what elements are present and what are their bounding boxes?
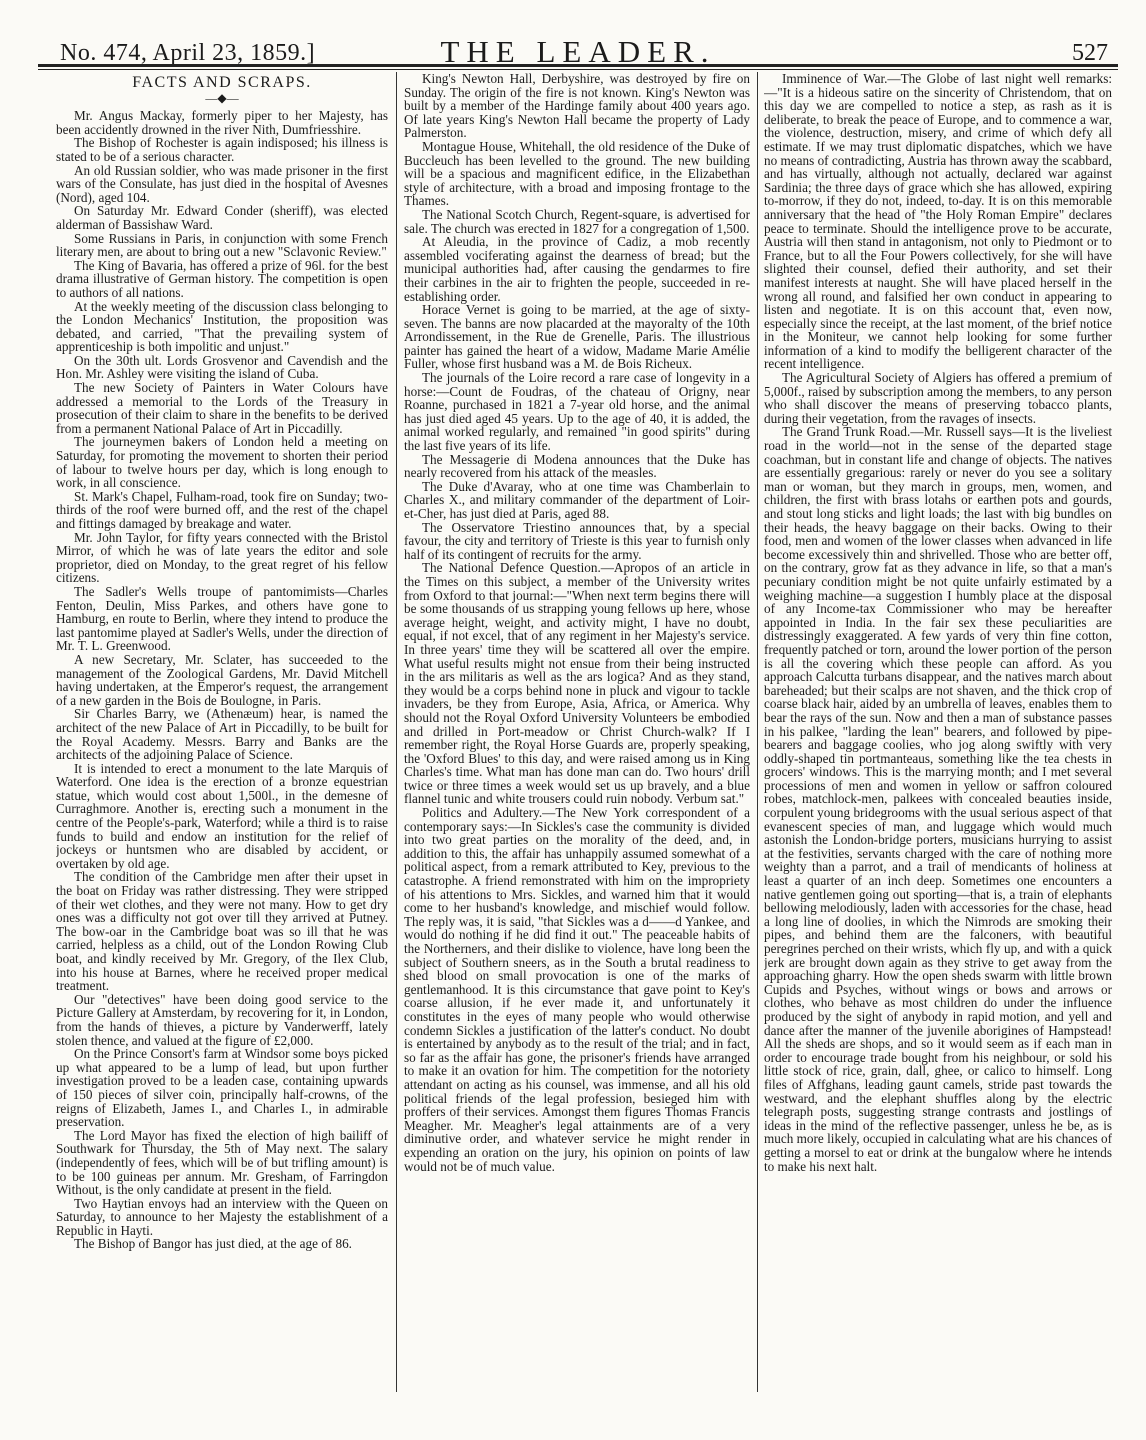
paragraph: Sir Charles Barry, we (Athenæum) hear, is named the architect of the new Palace of Art in Piccadilly, to be built for the Royal Academy. Messrs. Barry and Banks are the architects of the adjoining Palace of Science. (56, 706, 388, 763)
paragraph: Two Haytian envoys had an interview with the Queen on Saturday, to announce to her Majesty the establishment of a Republic in Hayti. (56, 1195, 388, 1238)
paragraph: An old Russian soldier, who was made prisoner in the first wars of the Consulate, has just died in the hospital of Avesnes (Nord), aged 104. (56, 162, 388, 205)
header-thin-rule (38, 69, 1118, 70)
paragraph: Imminence of War.—The Globe of last night well remarks:—"It is a hideous satire on the sincerity of Christendom, that on this day we are compelled to notice a step, as rash as it is deliberate, to break the peace of Europe, and to commence a war, the violence, destruction, misery, and crime of which defy all estimate. If we may trust diplomatic dispatches, which we have no means of contradicting, Austria has thrown away the scabbard, and has virtually, although not actually, declared war against Sardinia; the three days of grace which she has allowed, expiring to-morrow, if they do not, indeed, to-day. It is on this memorable anniversary that the head of "the Holy Roman Empire" declares peace to terminate. Should the intelligence prove to be accurate, Austria will then stand in antagonism, not only to Piedmont or to France, but to all the Four Powers collectively, for she will have slighted their counsel, defied their authority, and set their manifest interests at naught. She will have placed herself in the wrong all round, and falsified her own conduct in appearing to listen and negotiate. It is on this account that, even now, especially since the receipt, at the last moment, of the brief notice in the Moniteur, we cannot help looking for some further information of a kind to modify the belligerent character of the recent intelligence. (764, 72, 1112, 372)
paragraph: The Bishop of Bangor has just died, at the age of 86. (74, 1236, 352, 1252)
paragraph: Some Russians in Paris, in conjunction with some French literary men, are about to bring out a new "Sclavonic Review." (56, 230, 388, 260)
paragraph: The Sadler's Wells troupe of pantomimists—Charles Fenton, Deulin, Miss Parkes, and others have gone to Hamburg, en route to Berlin, where they intend to produce the last pantomime played at Sadler's Wells, under the direction of Mr. T. L. Greenwood. (56, 583, 388, 654)
paragraph: At the weekly meeting of the discussion class belonging to the London Mechanics' Institution, the proposition was debated, and carried, "That the prevailing system of apprenticeship is both impolitic and unjust." (56, 298, 388, 355)
paragraph: The Lord Mayor has fixed the election of high bailiff of Southwark for Thursday, the 5th of May next. The salary (independently of fees, which will be of but trifling amount) is to be 100 guineas per annum. Mr. Gresham, of Farringdon Without, is the only candidate at present in the field. (56, 1127, 388, 1198)
paragraph: Mr. Angus Mackay, formerly piper to her Majesty, has been accidently drowned in the river Nith, Dumfriesshire. (56, 108, 388, 137)
paragraph: The new Society of Painters in Water Colours have addressed a memorial to the Lords of the Treasury in prosecution of their claim to share in the benefits to be derived from a permanent National Palace of Art in Piccadilly. (56, 380, 388, 436)
column-divider (396, 72, 397, 1392)
header-thick-rule (38, 64, 1118, 67)
paragraph: On Saturday Mr. Edward Conder (sheriff), was elected alderman of Bassishaw Ward. (56, 203, 388, 232)
column-divider (757, 72, 758, 1392)
paragraph: At Aleudia, in the province of Cadiz, a mob recently assembled vociferating against the dearness of bread; but the municipal authorities had, after causing the gendarmes to fire their carbines in the air to frighten the people, succeeded in re-establishing order. (404, 234, 750, 304)
page-number: 527 (1072, 40, 1108, 66)
paragraph: The journals of the Loire record a rare case of longevity in a horse:—Count de Foudras, of the chateau of Origny, near Roanne, purchased in 1821 a 7-year old horse, and the animal has just died aged 45 years. Up to the age of 40, it is added, the animal worked regularly, and remained "in good spirits" during the last five years of its life. (404, 370, 750, 454)
publication-title: THE LEADER. (440, 34, 716, 69)
column-left (56, 72, 388, 1412)
section-title: FACTS AND SCRAPS. (132, 74, 312, 91)
issue-number: No. 474, April 23, 1859.] (60, 40, 316, 66)
paragraph: It is intended to erect a monument to the late Marquis of Waterford. One idea is the erection of a bronze equestrian statue, which would cost about 1,500l., in the demesne of Curraghmore. Another is, erecting such a monument in the centre of the People's-park, Waterford; while a third is to raise funds to build and endow an institution for the relief of jockeys or huntsmen who are disabled by accident, or overtaken by old age. (56, 760, 388, 871)
paragraph: The King of Bavaria, has offered a prize of 96l. for the best drama illustrative of German history. The competition is open to authors of all nations. (56, 257, 388, 300)
paragraph: On the Prince Consort's farm at Windsor some boys picked up what appeared to be a lump of lead, but upon further investigation proved to be a leaden case, containing upwards of 150 pieces of silver coin, principally half-crowns, of the reigns of Elizabeth, James I., and Charles I., in admirable preservation. (56, 1046, 388, 1130)
paragraph: The journeymen bakers of London held a meeting on Saturday, for promoting the movement to shorten their period of labour to twelve hours per day, which is long enough to work, in all conscience. (56, 434, 388, 491)
paragraph: Horace Vernet is going to be married, at the age of sixty-seven. The banns are now placarded at the mayoralty of the 10th Arrondissement, in the Rue de Grenelle, Paris. The illustrious painter has gained the heart of a widow, Madame Marie Amélie Fuller, whose first husband was a M. de Bois Richeux. (404, 302, 750, 372)
paragraph: The Messagerie di Modena announces that the Duke has nearly recovered from his attack of the measles. (404, 451, 750, 481)
paragraph: St. Mark's Chapel, Fulham-road, took fire on Sunday; two-thirds of the roof were burned off, and the rest of the chapel and fittings damaged by breakage and water. (56, 488, 388, 531)
paragraph: The Bishop of Rochester is again indisposed; his illness is stated to be of a serious character. (56, 135, 388, 164)
paragraph: Our "detectives" have been doing good service to the Picture Gallery at Amsterdam, by recovering for it, in London, from the hands of thieves, a picture by Vanderwerff, lately stolen thence, and valued at the figure of £2,000. (56, 991, 388, 1048)
paragraph: Politics and Adultery.—The New York correspondent of a contemporary says:—In Sickles's case the community is divided into two great parties on the morality of the deed, and, in addition to this, the affair has unhappily assumed somewhat of a political aspect, from a remark attributed to Key, previous to the catastrophe. A friend remonstrated with him on the impropriety of his attentions to Mrs. Sickles, and warned him that it would come to her husband's knowledge, and mischief would follow. The reply was, it is said, "that Sickles was a d——d Yankee, and would do nothing if he did find it out." The peaceable habits of the Northerners, and their dislike to violence, have long been the subject of Southern sneers, as in the South a brutal readiness to shed blood on small provocation is one of the marks of gentlemanhood. It is this circumstance that gave point to Key's coarse allusion, if he ever made it, and unfortunately it constitutes in the eyes of many people who would otherwise condemn Sickles a justification of the latter's conduct. No doubt is entertained by anybody as to the result of the trial; and in fact, so far as the affair has gone, the prisoner's friends have arranged to make it an ovation for him. The competition for the notoriety attendant on acting as his counsel, was immense, and all his old political friends of the legal profession, besieged him with proffers of their services. Amongst them figures Thomas Francis Meagher. Mr. Meagher's legal attainments are of a very diminutive order, and whatever service he might render in expending an oration on the jury, his opinion on points of law would not be of much value. (404, 805, 750, 1174)
paragraph: The Osservatore Triestino announces that, by a special favour, the city and territory of Trieste is this year to furnish only half of its contingent of recruits for the army. (404, 519, 750, 562)
paragraph: The Agricultural Society of Algiers has offered a premium of 5,000f., raised by subscription among the members, to any person who shall discover the means of preserving tobacco plants, during their vegetation, from the ravages of insects. (764, 370, 1112, 426)
paragraph: The Duke d'Avaray, who at one time was Chamberlain to Charles X., and military commander of the department of Loir-et-Cher, has just died at Paris, aged 88. (404, 478, 750, 521)
paragraph: On the 30th ult. Lords Grosvenor and Cavendish and the Hon. Mr. Ashley were visiting the island of Cuba. (56, 352, 388, 382)
paragraph: King's Newton Hall, Derbyshire, was destroyed by fire on Sunday. The origin of the fire is not known. King's Newton was built by a member of the Hardinge family about 400 years ago. Of late years King's Newton Hall became the property of Lady Palmerston. (404, 72, 750, 141)
paragraph: The National Scotch Church, Regent-square, is advertised for sale. The church was erected in 1827 for a congregation of 1,500. (404, 206, 750, 236)
column-right (764, 72, 1112, 1412)
paragraph: The condition of the Cambridge men after their upset in the boat on Friday was rather distressing. They were stripped of their wet clothes, and they were not many. How to get dry ones was a difficulty not got over till they arrived at Putney. The bow-oar in the Cambridge boat was so ill that he was carried, helpless as a child, out of the London Rowing Club boat, and kindly received by Mr. Gregory, of the Ilex Club, into his house at Barnes, where he received proper medical treatment. (56, 869, 388, 994)
paragraph: The Grand Trunk Road.—Mr. Russell says—It is the liveliest road in the world—not in the sense of the departed stage coachman, but in constant life and change of objects. The natives are essentially gregarious: rarely or never do you see a solitary man or woman, but they march in groups, men, women, and children, the first with brass lotahs or earthen pots and gourds, and stout long sticks and light loads; the last with big bundles on their heads, the heavy baggage on their backs. Owing to their food, men and women of the lower classes when advanced in life become excessively thin and shrivelled. Those who are better off, on the contrary, grow fat as they advance in life, so that a man's pecuniary condition might be not quite unfairly estimated by a weighing machine—a suggestion I humbly place at the disposal of any Income-tax Commissioner who may be hereafter appointed in India. In the fair sex these peculiarities are distressingly exaggerated. A few yards of very thin fine cotton, frequently patched or torn, around the lower portion of the person is all the covering which these people can afford. As you approach Calcutta turbans disappear, and the natives march about bareheaded; but their scalps are not shaven, and the thick crop of coarse black hair, aided by an umbrella of leaves, enables them to bear the rays of the sun. Now and then a man of substance passes in his palkee, "larding the lean" bearers, and followed by pipe-bearers and baggage coolies, who jog along swiftly with very oddly-shaped tin portmanteaus, something like the tea chests in grocers' windows. This is the marrying month; and I met several processions of men and women in yellow or saffron coloured robes, matchlock-men, palkees with concealed beauties inside, corpulent young bridegrooms with the usual serious aspect of that evanescent species of man, and luggage which would much astonish the London-bridge porters, musicians hurrying to assist at the festivities, servants charged with the care of nothing more weighty than a parrot, and a trail of mendicants of holiness at least a quarter of an inch deep. Sometimes one encounters a native gentlemen going out sporting—that is, a train of elephants bellowing melodiously, laden with accessories for the chase, head a long line of doolies, in which the Nimrods are smoking their pipes, and behind them are the falconers, with beautiful peregrines perched on their wrists, which fly up, and with a quick jerk are brought down again as they strive to get away from the approaching gharry. How the open sheds swarm with little brown Cupids and Psyches, without wings or bows and arrows or clothes, who behave as most children do under the influence produced by the sight of anybody in rapid motion, and yell and dance after the manner of the juvenile aborigines of Hampstead! All the sheds are shops, and so it would seem as if each man in order to encourage trade bought from his neighbour, or sold his little stock of rice, grain, dall, ghee, or calico to himself. Long files of Affghans, leading gaunt camels, stride past towards the westward, and the elephant shuffles along by the electric telegraph posts, suggesting strange contrasts and jostlings of ideas in the mind of the reflective passenger, unless he be, as is much more likely, occupied in calculating what are his chances of getting a morsel to eat or drink at the bungalow where he intends to make his next halt. (764, 424, 1112, 1174)
column-middle (404, 72, 750, 1412)
paragraph: Mr. John Taylor, for fifty years connected with the Bristol Mirror, of which he was of late years the editor and sole proprietor, died on Monday, to the great regret of his fellow citizens. (56, 529, 388, 586)
paragraph: A new Secretary, Mr. Sclater, has succeeded to the management of the Zoological Gardens, Mr. David Mitchell having undertaken, at the Emperor's request, the arrangement of a new garden in the Bois de Boulogne, in Paris. (56, 651, 388, 708)
page-header (38, 28, 1118, 69)
paragraph: Montague House, Whitehall, the old residence of the Duke of Buccleuch has been levelled to the ground. The new building will be a spacious and magnificent edifice, in the Elizabethan style of architecture, with a broad and imposing frontage to the Thames. (404, 138, 750, 209)
paragraph: The National Defence Question.—Apropos of an article in the Times on this subject, a member of the University writes from Oxford to that journal:—"When next term begins there will be some thousands of us strapping young fellows up here, whose average height, weight, and activity might, I have no doubt, equal, if not excel, that of any regiment in her Majesty's service. In three years' time they will be scattered all over the empire. What useful results might not ensue from their being instructed in the ars militaris as well as the ars logica? And as they stand, they would be a corps behind none in pluck and vigour to tackle invaders, be they from Europe, Asia, Africa, or America. Why should not the Royal Oxford University Volunteers be embodied and drilled in Port-meadow or Christ Church-walk? If I remember right, the Royal Horse Guards are, properly speaking, the 'Oxford Blues' to this day, and were raised among us in King Charles's time. What man has done man can do. Two hours' drill twice or three times a week would set us up bravely, and a blue flannel tunic and white trousers could ruin nobody. Verbum sat." (404, 560, 750, 807)
section-ornament: —◆— (205, 90, 239, 105)
